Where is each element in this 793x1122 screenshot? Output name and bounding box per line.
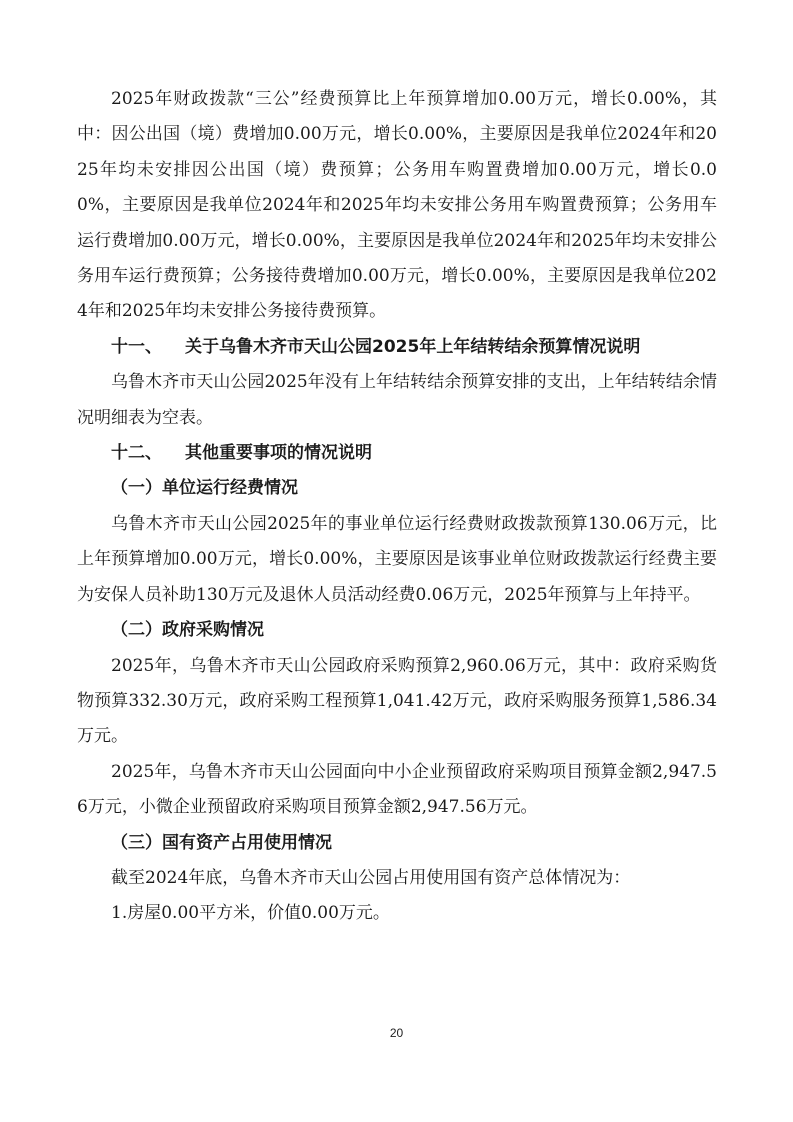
paragraph-three-public-expenses: 2025年财政拨款“三公”经费预算比上年预算增加0.00万元，增长0.00%，其中：因公出国（境）费增加0.00万元，增长0.00%，主要原因是我单位2024年和2025年均未安排因公出国（境）费预算；公务用车购置费增加0.00万元，增长0.00%，主要原因是我单位2024年和2025年均未安排公务用车购置费预算；公务用车运行费增加0.00万元，增长0.00%，主要原因是我单位2024年和2025年均未安排公务用车运行费预算；公务接待费增加0.00万元，增长0.00%，主要原因是我单位2024年和2025年均未安排公务接待费预算。: [77, 89, 717, 322]
section-title-12: 其他重要事项的情况说明: [185, 443, 372, 464]
paragraph-carryover: 乌鲁木齐市天山公园2025年没有上年结转结余预算安排的支出，上年结转结余情况明细表为空表。: [77, 372, 717, 428]
section-heading-11: [77, 330, 717, 365]
section-title-11: 关于乌鲁木齐市天山公园2025年上年结转结余预算情况说明: [185, 336, 641, 357]
paragraph-assets-intro: 截至2024年底，乌鲁木齐市天山公园占用使用国有资产总体情况为：: [111, 867, 631, 888]
paragraph-sme-procurement: 2025年，乌鲁木齐市天山公园面向中小企业预留政府采购项目预算金额2,947.56万元，小微企业预留政府采购项目预算金额2,947.56万元。: [77, 761, 717, 818]
page-body: [77, 82, 717, 932]
section-number-11: 十一、: [111, 336, 162, 357]
section-heading-12: [77, 436, 717, 471]
subheading-operating-funds: （一）单位运行经费情况: [111, 478, 298, 499]
paragraph-operating-funds: 乌鲁木齐市天山公园2025年的事业单位运行经费财政拨款预算130.06万元，比上年预算增加0.00万元，增长0.00%，主要原因是该事业单位财政拨款运行经费主要为安保人员补助130万元及退休人员活动经费0.06万元，2025年预算与上年持平。: [77, 513, 717, 605]
paragraph-assets-housing: 1.房屋0.00平方米，价值0.00万元。: [111, 903, 390, 924]
subheading-state-assets: （三）国有资产占用使用情况: [111, 832, 332, 853]
subheading-government-procurement: （二）政府采购情况: [111, 620, 264, 641]
section-number-12: 十二、: [111, 443, 162, 464]
paragraph-procurement-budget: 2025年，乌鲁木齐市天山公园政府采购预算2,960.06万元，其中：政府采购货物预算332.30万元，政府采购工程预算1,041.42万元，政府采购服务预算1,586.34万元。: [77, 655, 717, 747]
page-number: 20: [389, 1026, 404, 1040]
